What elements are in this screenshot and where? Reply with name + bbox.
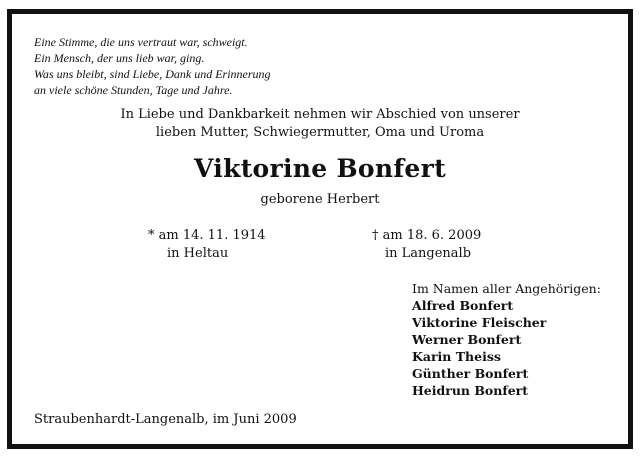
family-member: Alfred Bonfert (412, 298, 514, 313)
farewell-intro (12, 106, 628, 142)
family-lead: Im Namen aller Angehörigen: (412, 281, 601, 296)
death-date: † am 18. 6. 2009 (372, 228, 482, 243)
family-signatures (412, 280, 601, 399)
poem-line: Ein Mensch, der uns lieb war, ging. (34, 51, 205, 65)
intro-line: In Liebe und Dankbarkeit nehmen wir Abschied von unserer (120, 107, 520, 122)
death-info (372, 227, 481, 263)
birth-date: * am 14. 11. 1914 (148, 228, 266, 243)
place-and-date: Straubenhardt-Langenalb, im Juni 2009 (34, 412, 297, 427)
family-member: Werner Bonfert (412, 332, 522, 347)
poem-verse (34, 34, 271, 98)
death-place: in Langenalb (385, 246, 472, 261)
family-member: Viktorine Fleischer (412, 315, 547, 330)
deceased-name: Viktorine Bonfert (194, 154, 446, 183)
birth-place: in Heltau (167, 246, 229, 261)
birth-info (148, 227, 266, 263)
poem-line: an viele schöne Stunden, Tage und Jahre. (34, 83, 233, 97)
poem-line: Eine Stimme, die uns vertraut war, schweigt. (34, 35, 248, 49)
family-member: Heidrun Bonfert (412, 383, 529, 398)
poem-line: Was uns bleibt, sind Liebe, Dank und Erinnerung (34, 67, 271, 81)
family-member: Günther Bonfert (412, 366, 529, 381)
intro-line: lieben Mutter, Schwiegermutter, Oma und Uroma (155, 125, 485, 140)
family-member: Karin Theiss (412, 349, 501, 364)
obituary-notice (7, 9, 633, 449)
maiden-name: geborene Herbert (260, 192, 380, 207)
